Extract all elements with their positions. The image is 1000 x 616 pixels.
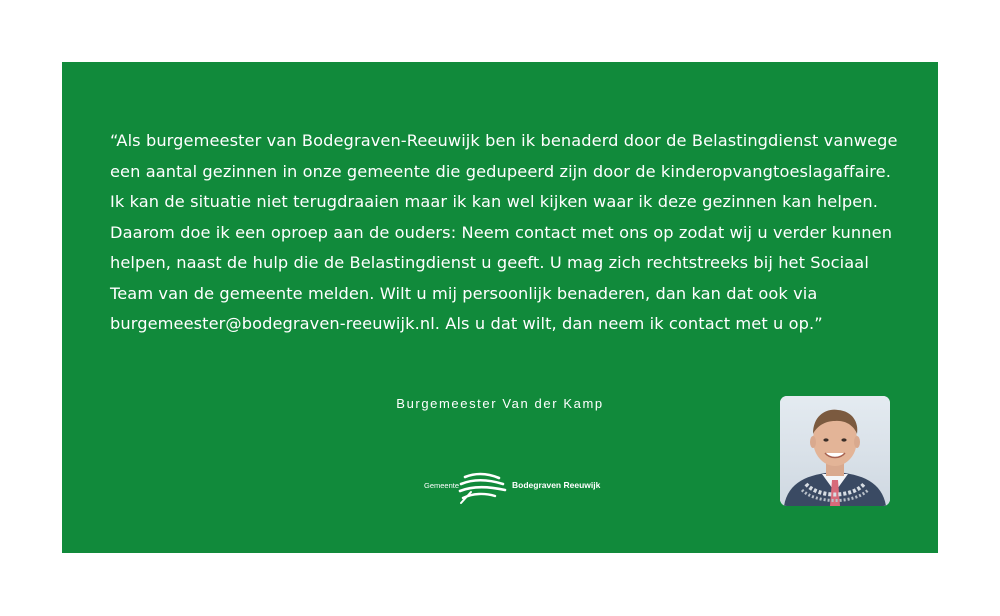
mayor-portrait-image: [780, 396, 890, 506]
quote-card: [62, 62, 938, 553]
mayor-portrait: [780, 396, 890, 506]
attribution: Burgemeester Van der Kamp: [396, 396, 604, 411]
logo-mark-icon: [457, 472, 513, 506]
quote-text: “Als burgemeester van Bodegraven-Reeuwijk ben ik benaderd door de Belastingdienst vanwege een aantal gezinnen in onze gemeente die gedupeerd zijn door de kinderopvangtoeslagaffaire. Ik kan de situatie niet terugdraaien maar ik kan wel kijken waar ik deze gezinnen kan helpen. Daarom doe ik een oproep aan de ouders: Neem contact met ons op zodat wij u verder kunnen helpen, naast de hulp die de Belastingdienst u geeft. U mag zich rechtstreeks bij het Sociaal Team van de gemeente melden. Wilt u mij persoonlijk benaderen, dan kan dat ook via burgemeester@bodegraven-reeuwijk.nl. Als u dat wilt, dan neem ik contact met u op.”: [110, 131, 898, 333]
logo-prefix: Gemeente: [424, 481, 460, 490]
logo-name: Bodegraven Reeuwijk: [512, 480, 601, 490]
municipality-logo: [424, 472, 601, 506]
